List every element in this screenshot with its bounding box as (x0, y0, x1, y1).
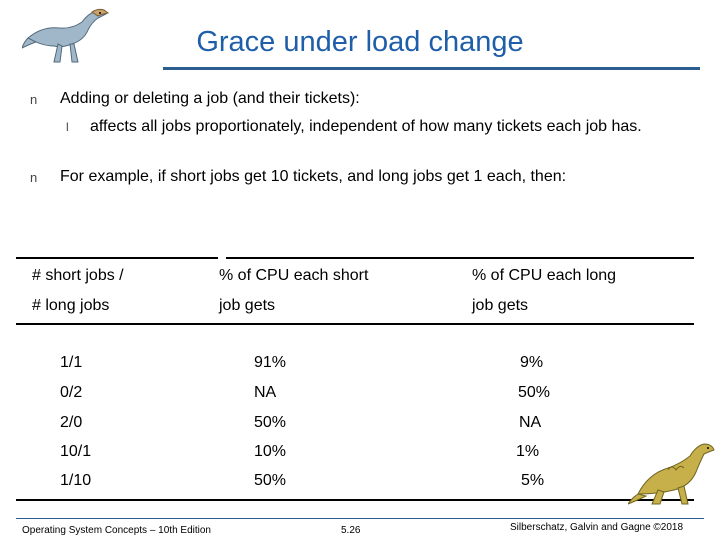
long-cell: 5% (521, 472, 545, 489)
column-header-long: % of CPU each long job gets (472, 267, 617, 314)
long-cell: NA (519, 414, 542, 431)
table-header-border (16, 323, 694, 325)
short-cell: 50% (254, 472, 287, 489)
ratio-cell: 1/10 (60, 472, 92, 489)
sub-bullet-marker: l (66, 120, 69, 134)
column-header-ratio: # short jobs / # long jobs (32, 267, 124, 314)
dinosaur-icon-bottom (628, 434, 718, 506)
column-header-short: % of CPU each short job gets (219, 267, 369, 314)
footer-divider (16, 518, 704, 519)
ratio-cell: 0/2 (60, 384, 83, 401)
ratio-cell: 10/1 (60, 443, 92, 460)
short-cell: 50% (254, 414, 287, 431)
long-cell: 9% (520, 354, 544, 371)
short-cell: NA (254, 384, 277, 401)
footer-course: Operating System Concepts – 10th Edition (22, 525, 211, 536)
table-top-border (226, 257, 694, 259)
bullet-text-1: Adding or deleting a job (and their tickets): (60, 90, 360, 107)
long-cell: 50% (518, 384, 551, 401)
bullet-text-2: affects all jobs proportionately, independent of how many tickets each job has. (90, 118, 642, 135)
bullet-text-3: For example, if short jobs get 10 tickets, and long jobs get 1 each, then: (60, 168, 567, 185)
table-bottom-border (16, 499, 694, 501)
short-cell: 91% (254, 354, 287, 371)
ratio-cell: 2/0 (60, 414, 83, 431)
footer-page-number: 5.26 (341, 525, 361, 536)
title-divider (163, 67, 700, 70)
bullet-marker: n (30, 92, 38, 107)
table-top-border (16, 257, 218, 259)
long-cell: 1% (516, 443, 540, 460)
bullet-marker: n (30, 170, 38, 185)
footer-copyright: Silberschatz, Galvin and Gagne ©2018 (510, 522, 684, 533)
short-cell: 10% (254, 443, 287, 460)
page-title: Grace under load change (196, 26, 524, 58)
ratio-cell: 1/1 (60, 354, 83, 371)
